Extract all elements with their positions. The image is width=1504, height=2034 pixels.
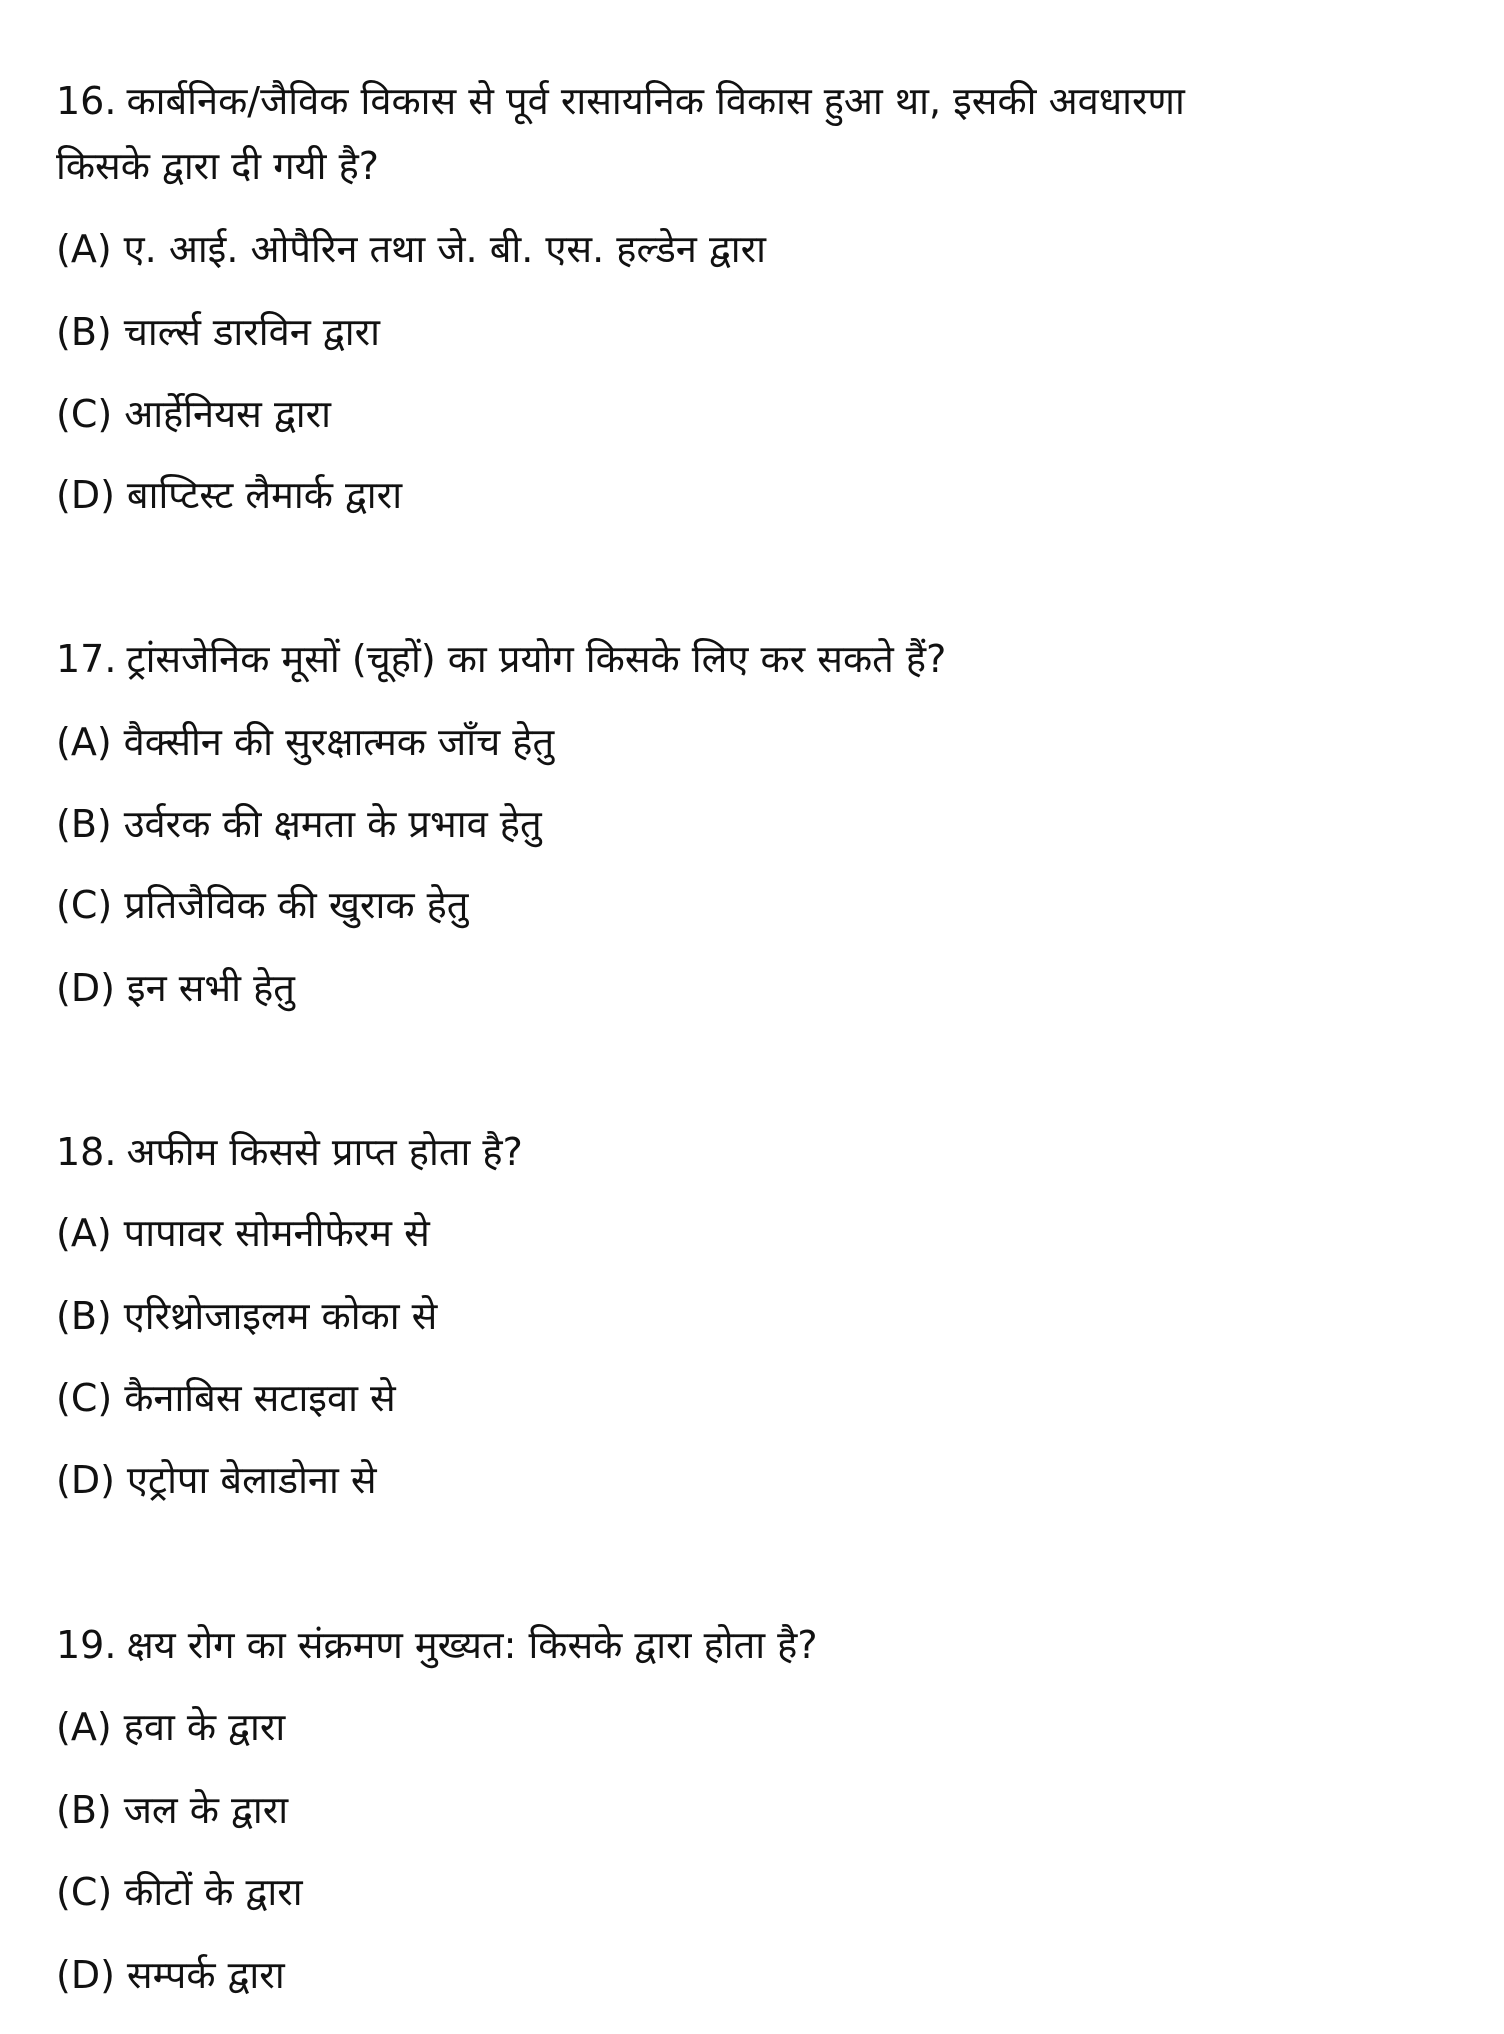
option-label: (A): [56, 720, 112, 764]
question-number: 19.: [56, 1623, 117, 1667]
question-16-text: [56, 76, 1185, 126]
option-a: [56, 1208, 430, 1258]
option-label: (C): [56, 1376, 113, 1420]
option-text: जल के द्वारा: [123, 1788, 289, 1832]
question-text-continued: किसके द्वारा दी गयी है?: [56, 144, 379, 188]
question-17-text: [56, 634, 946, 684]
option-d: [56, 1950, 285, 2000]
option-text: इन सभी हेतु: [126, 966, 295, 1010]
option-text: प्रतिजैविक की खुराक हेतु: [124, 883, 469, 927]
option-b: [56, 1291, 437, 1341]
option-c: [56, 1867, 303, 1917]
option-text: एट्रोपा बेलाडोना से: [126, 1458, 377, 1502]
question-18-text: [56, 1127, 523, 1177]
option-label: (A): [56, 1705, 112, 1749]
option-c: [56, 389, 331, 439]
option-text: ए. आई. ओपैरिन तथा जे. बी. एस. हल्डेन द्वारा: [123, 227, 767, 271]
question-number: 17.: [56, 637, 117, 681]
option-label: (D): [56, 1953, 115, 1997]
question-19-text: [56, 1620, 818, 1670]
option-text: बाप्टिस्ट लैमार्क द्वारा: [126, 473, 403, 517]
option-label: (B): [56, 1788, 112, 1832]
option-text: वैक्सीन की सुरक्षात्मक जाँच हेतु: [123, 720, 555, 764]
option-label: (D): [56, 473, 115, 517]
option-b: [56, 307, 380, 357]
question-text: क्षय रोग का संक्रमण मुख्यत: किसके द्वारा होता है?: [126, 1623, 818, 1667]
option-a: [56, 1702, 285, 1752]
option-d: [56, 1455, 377, 1505]
option-c: [56, 880, 468, 930]
option-d: [56, 963, 295, 1013]
question-text: ट्रांसजेनिक मूसों (चूहों) का प्रयोग किसके लिए कर सकते हैं?: [126, 637, 947, 681]
question-text: अफीम किससे प्राप्त होता है?: [126, 1130, 523, 1174]
option-text: कीटों के द्वारा: [124, 1870, 303, 1914]
question-text: कार्बनिक/जैविक विकास से पूर्व रासायनिक विकास हुआ था, इसकी अवधारणा: [126, 79, 1185, 123]
option-label: (A): [56, 1211, 112, 1255]
option-b: [56, 1785, 288, 1835]
option-text: चार्ल्स डारविन द्वारा: [123, 310, 380, 354]
option-a: [56, 717, 554, 767]
option-label: (C): [56, 1870, 113, 1914]
option-text: कैनाबिस सटाइवा से: [124, 1376, 396, 1420]
option-label: (B): [56, 310, 112, 354]
option-text: सम्पर्क द्वारा: [126, 1953, 285, 1997]
option-label: (D): [56, 966, 115, 1010]
option-text: उर्वरक की क्षमता के प्रभाव हेतु: [123, 802, 542, 846]
option-d: [56, 470, 402, 520]
option-b: [56, 799, 542, 849]
option-label: (B): [56, 802, 112, 846]
option-text: एरिथ्रोजाइलम कोका से: [123, 1294, 438, 1338]
option-a: [56, 224, 766, 274]
option-text: हवा के द्वारा: [123, 1705, 286, 1749]
option-c: [56, 1373, 396, 1423]
option-text: पापावर सोमनीफेरम से: [123, 1211, 430, 1255]
question-number: 16.: [56, 79, 117, 123]
option-label: (C): [56, 392, 113, 436]
option-text: आर्हेनियस द्वारा: [124, 392, 332, 436]
option-label: (D): [56, 1458, 115, 1502]
option-label: (B): [56, 1294, 112, 1338]
question-number: 18.: [56, 1130, 117, 1174]
option-label: (A): [56, 227, 112, 271]
option-label: (C): [56, 883, 113, 927]
